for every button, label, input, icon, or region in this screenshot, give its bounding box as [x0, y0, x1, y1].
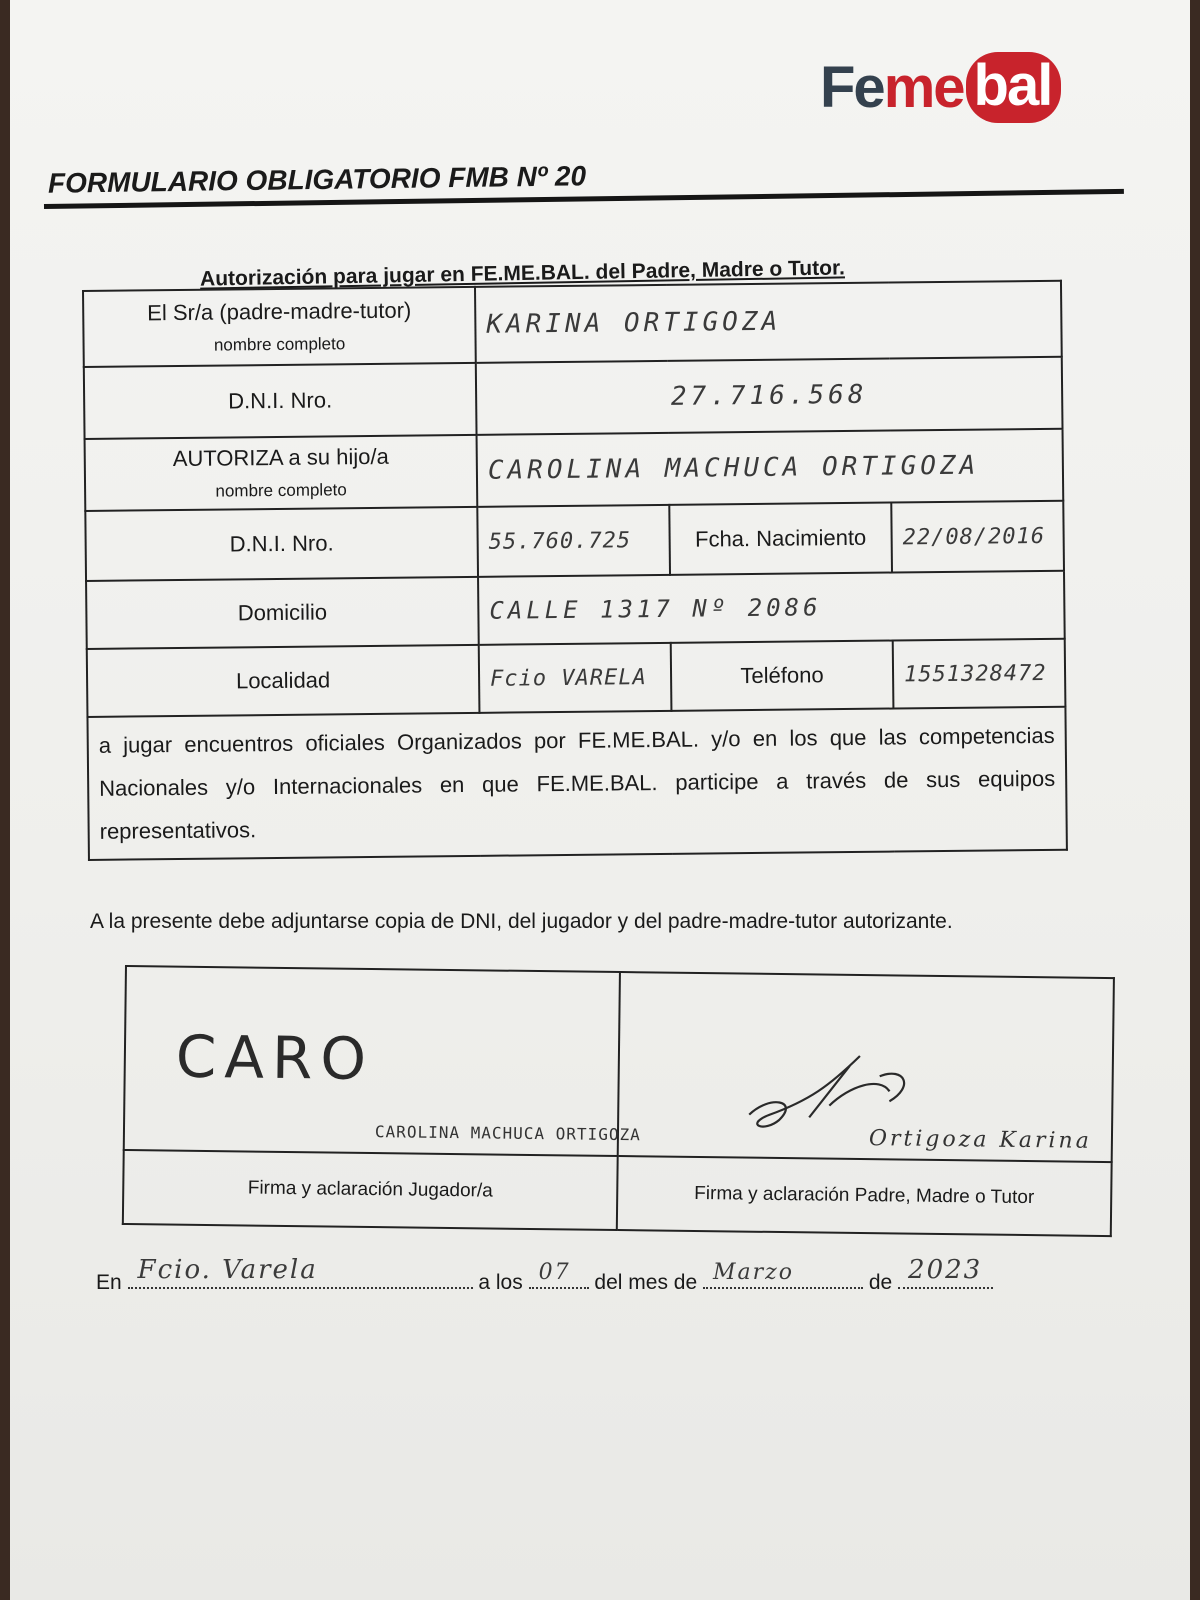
date-del-mes-label: del mes de — [594, 1271, 698, 1294]
parent-dni-label: D.N.I. Nro. — [84, 363, 477, 439]
place-value: Fcio. Varela — [137, 1255, 318, 1285]
child-label: AUTORIZA a su hijo/a — [172, 443, 389, 472]
child-sublabel: nombre completo — [215, 480, 347, 501]
year-field[interactable] — [898, 1255, 993, 1289]
phone-cell[interactable] — [893, 639, 1066, 709]
logo-fe: Fe — [820, 54, 884, 120]
parent-label: El Sr/a (padre-madre-tutor) — [147, 297, 412, 326]
place-field[interactable] — [128, 1255, 473, 1289]
birth-date-cell[interactable] — [891, 501, 1064, 573]
authorization-table — [82, 280, 1068, 861]
year-value: 2023 — [908, 1255, 983, 1285]
child-name-cell[interactable] — [477, 429, 1064, 507]
address: CALLE 1317 Nº 2086 — [489, 593, 822, 625]
player-signature-label: Firma y aclaración Jugador/a — [123, 1150, 618, 1230]
femebal-logo — [820, 52, 1061, 122]
player-signature: CARO — [175, 1022, 375, 1094]
birth-date-label: Fcha. Nacimiento — [669, 503, 892, 575]
date-de-label: de — [868, 1271, 893, 1294]
parent-name-cell[interactable] — [475, 281, 1062, 363]
authorization-paragraph: a jugar encuentros oficiales Organizados por FE.ME.BAL. y/o en los que las competencias Nacionales y/o Internacionales en que FE.ME.BAL. participe a través de sus equipos representativos. — [87, 707, 1066, 860]
date-en-label: En — [96, 1271, 122, 1294]
document-page — [10, 0, 1190, 1600]
address-cell[interactable] — [478, 571, 1065, 645]
day-field[interactable] — [529, 1260, 589, 1289]
parent-clarification: Ortigoza Karina — [868, 1126, 1092, 1154]
parent-dni: 27.716.568 — [670, 379, 868, 412]
phone-label: Teléfono — [671, 641, 894, 711]
month-value: Marzo — [713, 1260, 794, 1285]
player-signature-box[interactable] — [124, 966, 641, 1156]
city-label: Localidad — [87, 645, 480, 717]
address-label: Domicilio — [86, 577, 479, 649]
child-dni-label: D.N.I. Nro. — [85, 507, 478, 581]
date-a-los-label: a los — [478, 1271, 523, 1294]
day-value: 07 — [538, 1260, 571, 1285]
parent-signature-scribble — [739, 1045, 940, 1137]
date-line — [96, 1255, 993, 1295]
attachment-note: A la presente debe adjuntarse copia de DNI, del jugador y del padre-madre-tutor autorizante. — [90, 910, 953, 933]
logo-me: me — [883, 54, 964, 120]
signature-table — [122, 965, 1115, 1237]
logo-bal: bal — [966, 52, 1062, 123]
city: Fcio VARELA — [489, 665, 647, 692]
player-clarification: CAROLINA MACHUCA ORTIGOZA — [374, 1122, 641, 1145]
parent-signature-box[interactable] — [618, 972, 1114, 1162]
child-label-cell — [85, 435, 478, 511]
parent-dni-cell[interactable] — [476, 357, 1063, 435]
phone: 1551328472 — [903, 660, 1047, 688]
month-field[interactable] — [703, 1260, 863, 1289]
child-name: CAROLINA MACHUCA ORTIGOZA — [487, 450, 980, 486]
city-cell[interactable] — [479, 643, 672, 713]
parent-label-cell — [83, 287, 476, 367]
child-dni: 55.760.725 — [488, 528, 632, 555]
parent-name: KARINA ORTIGOZA — [486, 306, 782, 340]
form-subtitle: Autorización para jugar en FE.ME.BAL. del Padre, Madre o Tutor. — [199, 256, 846, 291]
parent-sublabel: nombre completo — [213, 334, 346, 355]
child-dni-cell[interactable] — [477, 505, 670, 577]
birth-date: 22/08/2016 — [902, 523, 1046, 551]
parent-signature-label: Firma y aclaración Padre, Madre o Tutor — [617, 1156, 1112, 1236]
form-title: FORMULARIO OBLIGATORIO FMB Nº 20 — [47, 160, 587, 199]
